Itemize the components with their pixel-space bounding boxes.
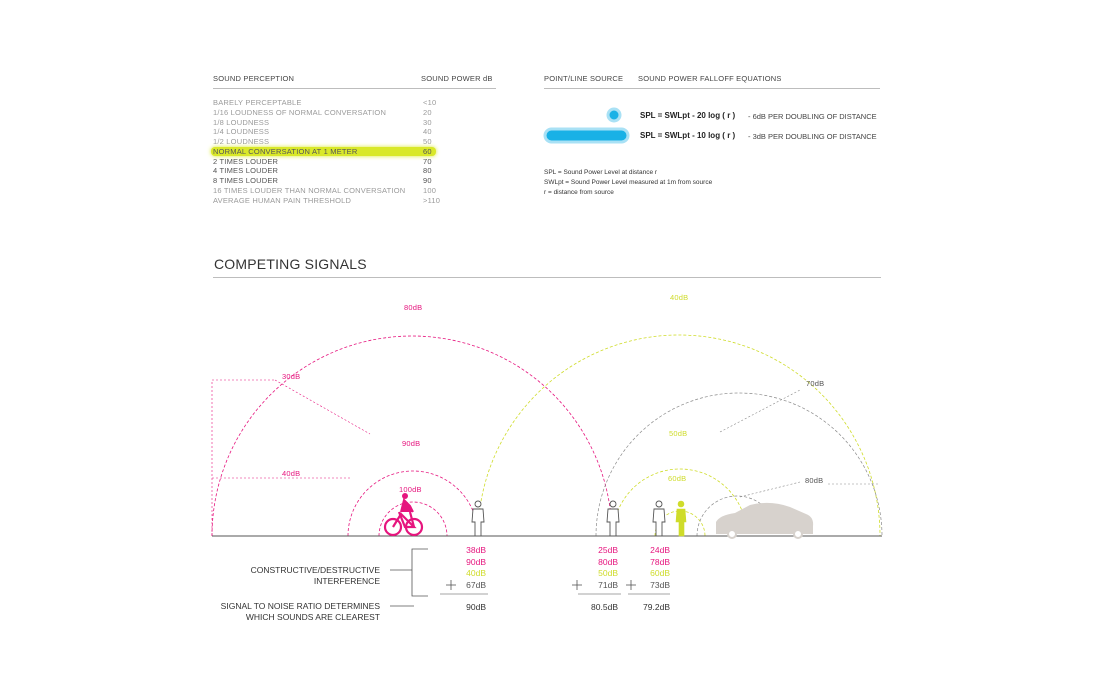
- value-yellow: 50dB: [598, 568, 618, 578]
- value-magenta2: 80dB: [598, 556, 618, 567]
- row-value: 40: [423, 127, 432, 137]
- value-grey: 67dB: [466, 579, 486, 590]
- label-y60db: 60dB: [668, 474, 687, 483]
- value-magenta: 24dB: [650, 545, 670, 555]
- row-value: 60: [423, 146, 432, 156]
- row-label: 2 TIMES LOUDER: [213, 156, 279, 166]
- pedestrian-icon: [676, 501, 686, 536]
- row-value: 90: [423, 176, 432, 185]
- value-yellow: 60dB: [650, 568, 670, 578]
- row-label: 1/8 LOUDNESS: [213, 117, 270, 127]
- label-40db: 40dB: [282, 469, 301, 478]
- row-value: 50: [423, 137, 432, 146]
- row-label: 1/4 LOUDNESS: [213, 127, 270, 137]
- leader-70db: [720, 390, 800, 432]
- row-label: 4 TIMES LOUDER: [213, 166, 279, 176]
- section-title: COMPETING SIGNALS: [214, 256, 367, 272]
- listener-column-1: [440, 545, 486, 591]
- arc-80db: [212, 336, 612, 536]
- value-magenta: 25dB: [598, 545, 618, 555]
- legend-swlpt: SWLpt = Sound Power Level measured at 1m from source: [544, 179, 713, 186]
- label-80db: 80dB: [404, 303, 423, 312]
- value-grey: 73dB: [650, 579, 670, 590]
- perception-header: SOUND PERCEPTION: [213, 74, 295, 83]
- power-header: SOUND POWER dB: [421, 74, 493, 83]
- row-label: AVERAGE HUMAN PAIN THRESHOLD: [213, 195, 352, 205]
- row-value: >110: [423, 195, 441, 205]
- label-g70db: 70dB: [806, 379, 825, 388]
- value-magenta2: 90dB: [466, 556, 486, 567]
- listener-column-2: [572, 545, 618, 591]
- value-magenta2: 78dB: [650, 556, 670, 567]
- row-value: <10: [423, 98, 437, 107]
- point-note: - 6dB PER DOUBLING OF DISTANCE: [748, 112, 877, 121]
- label-100db: 100dB: [399, 485, 422, 494]
- row-label: BARELY PERCEPTABLE: [213, 98, 302, 107]
- row-label: 8 TIMES LOUDER: [213, 176, 279, 185]
- legend-r: r = distance from source: [544, 189, 614, 196]
- listener-column-3: [624, 545, 670, 591]
- point-equation: SPL = SWLpt - 20 log ( r ): [640, 111, 736, 120]
- interference-bracket: [412, 549, 428, 596]
- legend-spl: SPL = Sound Power Level at distance r: [544, 169, 658, 176]
- row-value: 80: [423, 166, 432, 176]
- pedestrian-icon: [472, 501, 484, 536]
- pedestrian-icon: [607, 501, 619, 536]
- leader-30db: [212, 380, 275, 536]
- listener-total-3: 79.2dB: [643, 602, 670, 612]
- row-label: 1/2 LOUDNESS: [213, 137, 270, 146]
- pedestrian-icon: [653, 501, 665, 536]
- snr-label: SIGNAL TO NOISE RATIO DETERMINES WHICH SOUNDS ARE CLEAREST: [220, 601, 380, 622]
- leader-80db: [740, 482, 800, 497]
- label-g80db: 80dB: [805, 476, 824, 485]
- leader-30db-diag: [275, 380, 370, 434]
- label-y40db: 40dB: [670, 293, 689, 302]
- label-30db: 30dB: [282, 372, 301, 381]
- row-label: NORMAL CONVERSATION AT 1 METER: [213, 146, 358, 156]
- cyclist-icon: [385, 493, 422, 535]
- label-90db: 90dB: [402, 439, 421, 448]
- value-yellow: 40dB: [466, 568, 486, 578]
- label-y50db: 50dB: [669, 429, 688, 438]
- row-label: 1/16 LOUDNESS OF NORMAL CONVERSATION: [213, 107, 387, 117]
- row-value: 70: [423, 156, 432, 166]
- row-value: 100: [423, 185, 437, 195]
- listener-total-2: 80.5dB: [591, 602, 618, 612]
- line-note: - 3dB PER DOUBLING OF DISTANCE: [748, 132, 877, 141]
- row-value: 20: [423, 107, 432, 117]
- value-grey: 71dB: [598, 579, 618, 590]
- listener-total-1: 90dB: [466, 602, 486, 612]
- interference-label: CONSTRUCTIVE/DESTRUCTIVE INTERFERENCE: [250, 565, 380, 586]
- row-value: 30: [423, 117, 432, 127]
- source-header: POINT/LINE SOURCE: [544, 74, 624, 83]
- row-label: 16 TIMES LOUDER THAN NORMAL CONVERSATION: [213, 185, 406, 195]
- value-magenta: 38dB: [466, 545, 486, 555]
- falloff-header: SOUND POWER FALLOFF EQUATIONS: [638, 74, 782, 83]
- line-equation: SPL = SWLpt - 10 log ( r ): [640, 131, 736, 140]
